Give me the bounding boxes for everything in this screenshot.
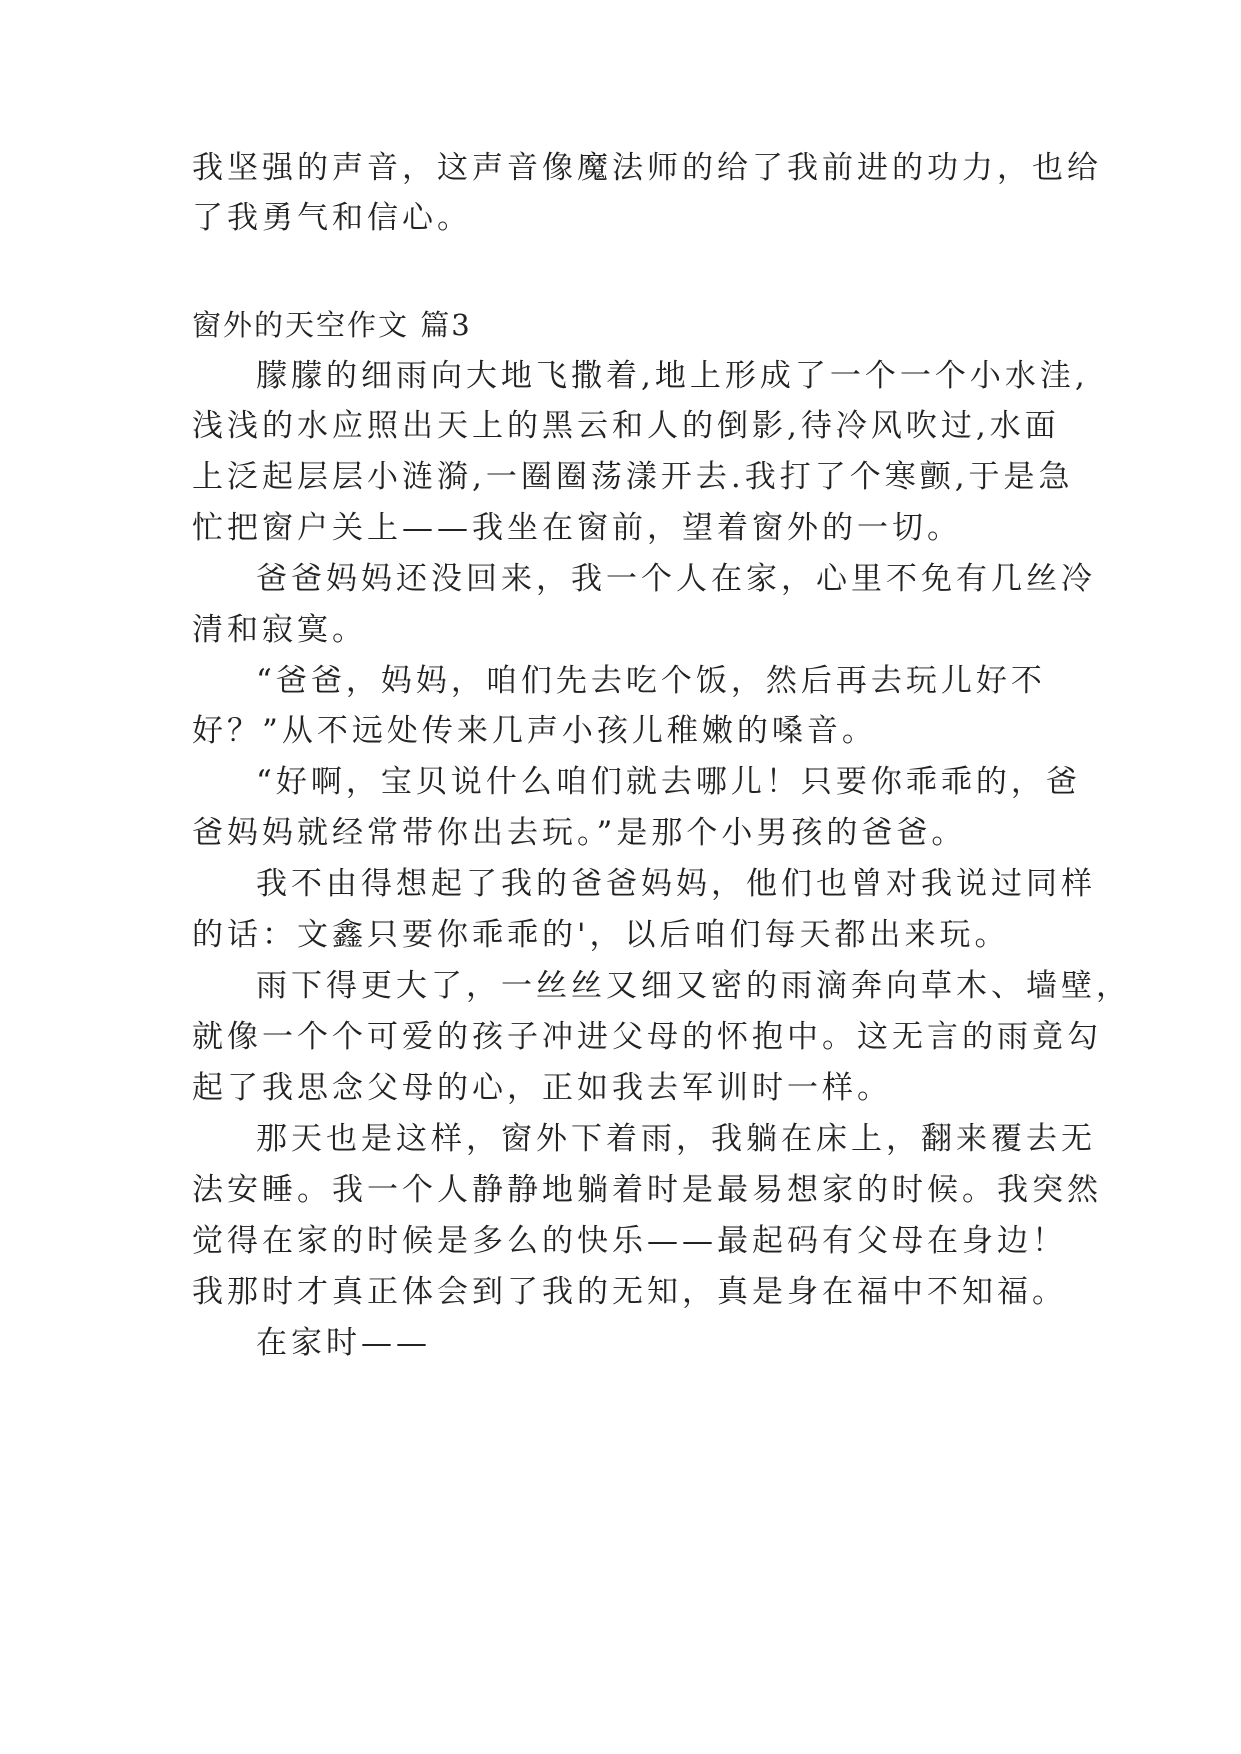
paragraph-line: 起了我思念父母的心，正如我去军训时一样。 [192,1070,892,1106]
paragraph-line: 我那时才真正体会到了我的无知，真是身在福中不知福。 [192,1274,1067,1310]
paragraph-line: 那天也是这样，窗外下着雨，我躺在床上，翻来覆去无 [256,1121,1096,1157]
paragraph-line: 在家时—— [256,1325,431,1361]
paragraph-line: 雨下得更大了，一丝丝又细又密的雨滴奔向草木、墙壁， [256,968,1131,1004]
paragraph-line: 上泛起层层小涟漪,一圈圈荡漾开去.我打了个寒颤,于是急 [192,459,1074,495]
paragraph-line: “好啊，宝贝说什么咱们就去哪儿！只要你乖乖的，爸 [256,764,1081,800]
paragraph-line: 爸妈妈就经常带你出去玩。”是那个小男孩的爸爸。 [192,815,967,851]
section-title: 窗外的天空作文 篇3 [192,308,472,342]
paragraph-line: 觉得在家的时候是多么的快乐——最起码有父母在身边！ [192,1223,1067,1259]
paragraph-line: 法安睡。我一个人静静地躺着时是最易想家的时候。我突然 [192,1172,1102,1208]
paragraph-line: 的话：文鑫只要你乖乖的'，以后咱们每天都出来玩。 [192,917,1010,953]
intro-line: 我坚强的声音，这声音像魔法师的给了我前进的功力，也给 [192,150,1102,186]
paragraph-line: 就像一个个可爱的孩子冲进父母的怀抱中。这无言的雨竟勾 [192,1019,1102,1055]
paragraph-line: 我不由得想起了我的爸爸妈妈，他们也曾对我说过同样 [256,866,1096,902]
paragraph-line: 好？”从不远处传来几声小孩儿稚嫩的嗓音。 [192,713,877,749]
paragraph-line: 浅浅的水应照出天上的黑云和人的倒影,待冷风吹过,水面 [192,408,1060,444]
paragraph-line: 朦朦的细雨向大地飞撒着,地上形成了一个一个小水洼, [256,358,1089,394]
intro-line: 了我勇气和信心。 [192,200,472,236]
paragraph-line: 爸爸妈妈还没回来，我一个人在家，心里不免有几丝冷 [256,561,1096,597]
paragraph-line: 忙把窗户关上——我坐在窗前，望着窗外的一切。 [192,510,962,546]
paragraph-line: “爸爸，妈妈，咱们先去吃个饭，然后再去玩儿好不 [256,663,1046,699]
paragraph-line: 清和寂寞。 [192,612,367,648]
